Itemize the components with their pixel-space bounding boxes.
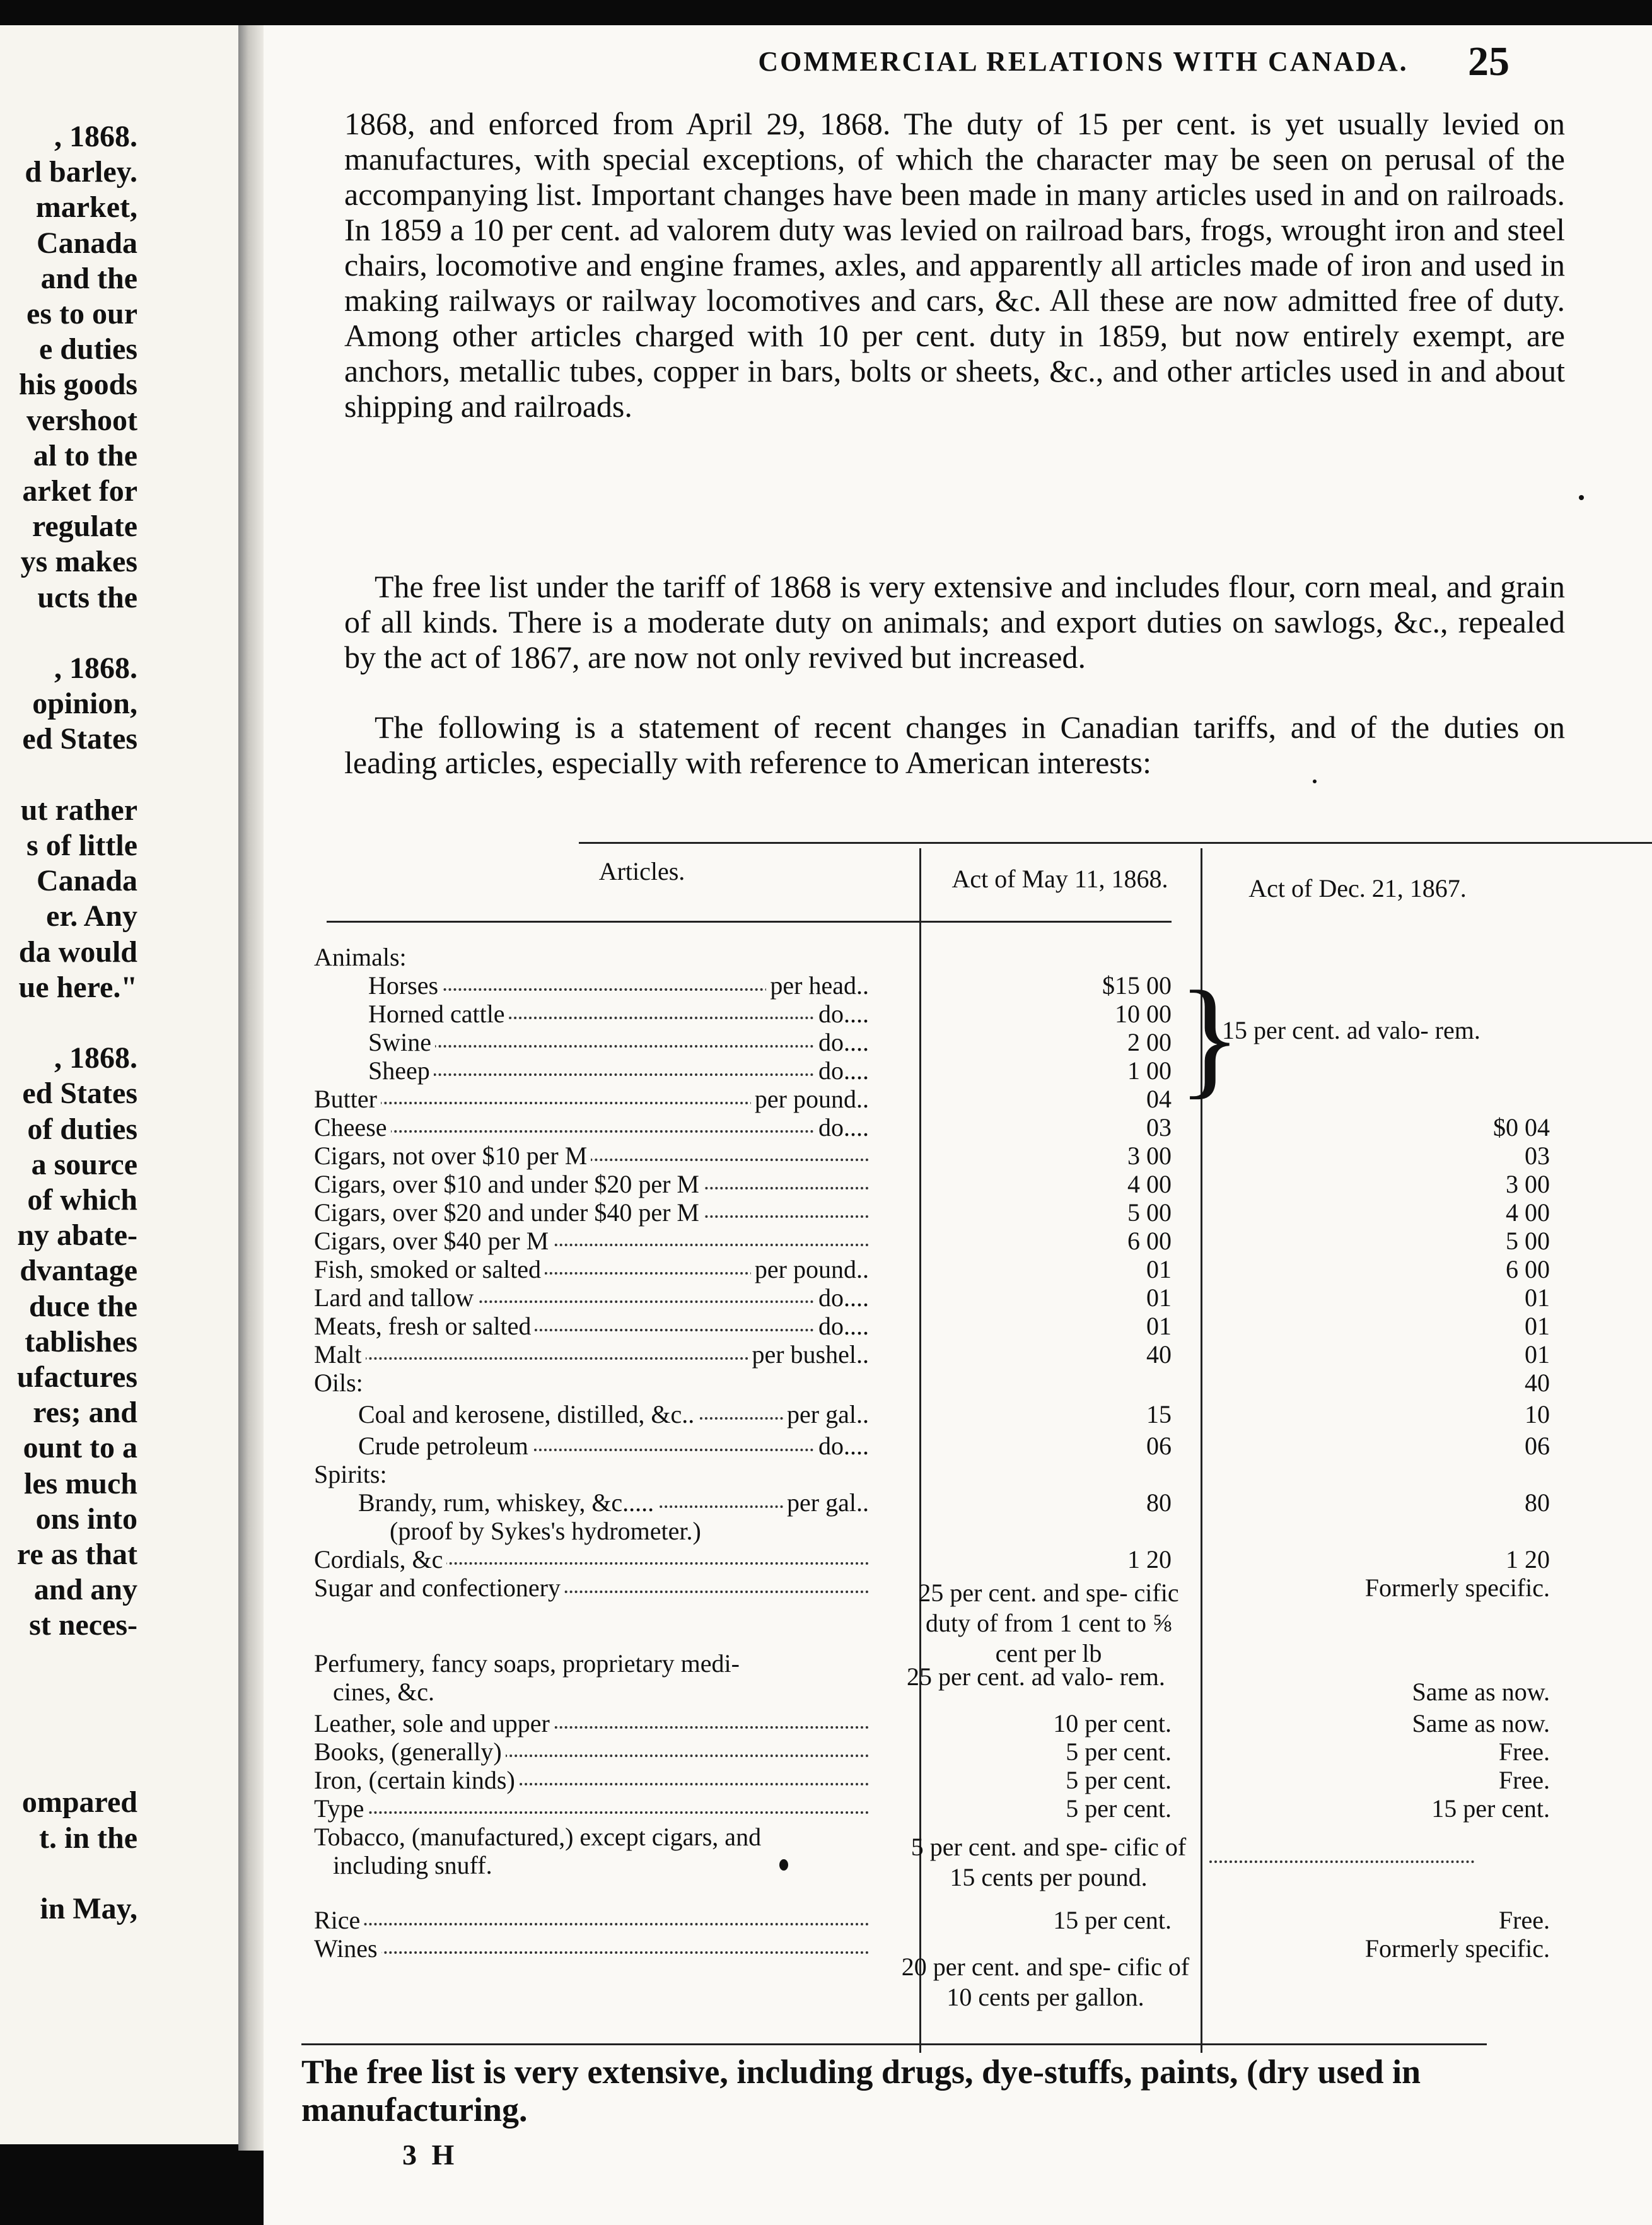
article-cell <box>314 1198 869 1227</box>
facing-page-line: e duties <box>39 332 137 366</box>
column-header-1867: Act of Dec. 21, 1867. <box>1248 874 1467 902</box>
article-cell <box>314 943 869 972</box>
duty-1868: 10 per cent. <box>1053 1709 1172 1737</box>
article-cell <box>314 1545 869 1574</box>
duty-1868: $15 00 <box>1102 971 1172 1000</box>
unit-label: do.... <box>815 1432 869 1461</box>
table-row <box>314 1488 1588 1517</box>
unit-label: per gal.. <box>783 1400 869 1429</box>
facing-page-line: his goods <box>18 368 137 402</box>
article-cell <box>314 1255 869 1284</box>
facing-page-line: s of little <box>26 829 137 862</box>
duty-1867: Formerly specific. <box>1364 1574 1550 1602</box>
article-label: Fish, smoked or salted <box>314 1255 545 1283</box>
article-cell <box>390 1517 869 1546</box>
facing-page-line: ny abate- <box>17 1218 137 1253</box>
leader-dots <box>314 1923 869 1925</box>
table-row <box>314 1340 1588 1369</box>
facing-page-line: arket for <box>22 474 137 508</box>
article-label: Rice <box>314 1906 364 1934</box>
facing-page-line: duce the <box>29 1289 137 1323</box>
duty-1867: Free. <box>1498 1906 1550 1934</box>
article-cell <box>368 971 869 1000</box>
unit-label: do.... <box>815 1028 869 1057</box>
facing-page-line: al to the <box>33 438 137 472</box>
article-cell <box>368 1000 869 1029</box>
facing-page-line: d barley. <box>25 155 137 189</box>
article-label: Cigars, over $10 and under $20 per M <box>314 1170 703 1198</box>
duty-1868: 5 00 <box>1127 1198 1172 1227</box>
duty-1868: 1 20 <box>1127 1545 1172 1574</box>
unit-label: per bushel.. <box>748 1340 869 1369</box>
article-label: Leather, sole and upper <box>314 1709 554 1737</box>
leader-dots <box>368 1045 869 1048</box>
signature-mark: 3 H <box>402 2139 458 2171</box>
facing-page-line: of which <box>27 1183 137 1217</box>
article-label: Lard and tallow <box>314 1283 477 1312</box>
facing-page-line: ufactures <box>16 1360 137 1394</box>
facing-page-line: ys makes <box>20 545 137 579</box>
table-row <box>314 1369 1588 1398</box>
article-cell <box>314 1934 869 1963</box>
duty-1867: 01 <box>1525 1340 1550 1369</box>
duty-1868: 40 <box>1146 1340 1172 1369</box>
article-label: Tobacco, (manufactured,) except cigars, and <box>314 1823 762 1851</box>
duty-1868: 5 per cent. <box>1066 1766 1172 1794</box>
duty-1868: 6 00 <box>1127 1227 1172 1255</box>
facing-page-line: ount to a <box>23 1431 137 1465</box>
tobacco-1867-dotted-line <box>1209 1860 1474 1863</box>
facing-page-line: , 1868. <box>54 120 137 153</box>
article-cell <box>314 1574 869 1603</box>
duty-1867: 03 <box>1525 1142 1550 1170</box>
article-label: Horses <box>368 971 442 1000</box>
duty-1867: 10 <box>1525 1400 1550 1428</box>
header-rule-articles <box>327 921 1172 923</box>
article-label: Sheep <box>368 1056 434 1085</box>
unit-label: per head.. <box>766 971 869 1000</box>
article-label: Cheese <box>314 1113 391 1142</box>
facing-page-line: and any <box>33 1573 137 1607</box>
duty-1867: 15 per cent. <box>1431 1794 1550 1823</box>
unit-label: do.... <box>815 1312 869 1341</box>
table-row <box>314 1460 1588 1489</box>
unit-label: do.... <box>815 1113 869 1142</box>
table-row <box>314 1198 1588 1227</box>
article-cell <box>314 1312 869 1341</box>
duty-1868: 10 00 <box>1115 1000 1172 1028</box>
facing-page-line: ed States <box>22 1077 137 1111</box>
article-cell <box>333 1678 869 1707</box>
tobacco-1868-note: 5 per cent. and spe- cific of 15 cents per pound. <box>910 1833 1187 1891</box>
perfumery-1868-note: 25 per cent. ad valo- rem. <box>907 1662 1165 1691</box>
article-cell <box>333 1851 869 1880</box>
duty-1868: 03 <box>1146 1113 1172 1142</box>
book-gutter <box>238 25 264 2151</box>
article-label: Crude petroleum <box>358 1432 532 1460</box>
article-cell <box>358 1400 869 1429</box>
table-row <box>314 1113 1588 1142</box>
article-cell <box>358 1432 869 1461</box>
duty-1867: 40 <box>1525 1369 1550 1397</box>
duty-1867: 5 00 <box>1506 1227 1550 1255</box>
facing-page-line: market, <box>35 190 137 225</box>
duty-1868: 80 <box>1146 1488 1172 1517</box>
facing-page-line: st neces- <box>29 1608 137 1642</box>
ink-speck <box>1313 780 1317 783</box>
leader-dots <box>314 1130 869 1133</box>
leader-dots <box>368 1073 869 1076</box>
article-cell <box>314 1766 869 1795</box>
facing-page-line: ue here." <box>18 970 137 1004</box>
facing-page-line: re as that <box>16 1538 137 1571</box>
unit-label: per pound.. <box>751 1085 869 1114</box>
animals-1867-note: 15 per cent. ad valo- rem. <box>1222 1016 1480 1044</box>
article-cell <box>368 1028 869 1057</box>
facing-page-line: res; and <box>33 1396 137 1430</box>
facing-page-line: ucts the <box>37 580 137 614</box>
facing-page-line: Canada <box>36 864 137 898</box>
duty-1868: 15 <box>1146 1400 1172 1428</box>
facing-page-line: in May, <box>40 1892 137 1925</box>
duty-1867: 3 00 <box>1506 1170 1550 1198</box>
table-row <box>314 943 1588 972</box>
duty-1868: 04 <box>1146 1085 1172 1113</box>
table-row <box>314 1085 1588 1114</box>
facing-page-line: les much <box>24 1466 137 1500</box>
unit-label: do.... <box>815 1056 869 1085</box>
paragraph-free-list: The free list under the tariff of 1868 is very extensive and includes flour, corn meal, and grain of all kinds. There is a moderate duty on animals; and export duties on sawlogs, &c., repealed by the act of 1867, are now not only revived but increased. <box>344 569 1565 675</box>
duty-1867: Formerly specific. <box>1364 1934 1550 1963</box>
article-label: Spirits: <box>314 1460 387 1488</box>
table-row <box>314 1170 1588 1199</box>
facing-page-line: dvantage <box>20 1254 137 1288</box>
running-head: COMMERCIAL RELATIONS WITH CANADA. <box>758 46 1409 77</box>
column-header-articles: Articles. <box>598 857 685 885</box>
page-number: 25 <box>1468 38 1509 85</box>
unit-label: do.... <box>815 1283 869 1312</box>
table-row <box>314 1545 1588 1574</box>
article-cell <box>314 1794 869 1823</box>
facing-page-line: ut rather <box>20 793 137 827</box>
article-label: including snuff. <box>333 1851 492 1879</box>
article-cell <box>314 1142 869 1171</box>
facing-page-line: , 1868. <box>54 1041 137 1075</box>
table-row <box>314 1517 1588 1546</box>
animals-brace: } <box>1178 964 1242 1111</box>
article-cell <box>314 1369 869 1398</box>
article-label: Malt <box>314 1340 366 1369</box>
duty-1868: 5 per cent. <box>1066 1737 1172 1766</box>
table-row <box>314 1737 1588 1767</box>
facing-page-line: , 1868. <box>54 651 137 685</box>
table-top-rule <box>579 842 1652 844</box>
facing-page-line: ed States <box>22 722 137 756</box>
facing-page-line: regulate <box>32 510 137 544</box>
article-cell <box>314 1823 869 1852</box>
duty-1867: Free. <box>1498 1766 1550 1794</box>
article-cell <box>314 1460 869 1489</box>
duty-1867: 1 20 <box>1506 1545 1550 1574</box>
article-cell <box>358 1488 869 1517</box>
paragraph-statement-intro: The following is a statement of recent changes in Canadian tariffs, and of the duties on leading articles, especially with reference to American interests: <box>344 710 1565 780</box>
duty-1867: Same as now. <box>1412 1678 1550 1706</box>
footer-text: The free list is very extensive, including drugs, dye-stuffs, paints, (dry used in manufacturing. <box>301 2053 1421 2129</box>
facing-page-line: ons into <box>35 1502 137 1536</box>
duty-1868: 1 00 <box>1127 1056 1172 1085</box>
duty-1868: 3 00 <box>1127 1142 1172 1170</box>
article-cell <box>368 1056 869 1085</box>
article-label: Cigars, over $20 and under $40 per M <box>314 1198 703 1227</box>
table-row <box>314 1142 1588 1171</box>
table-row <box>314 1227 1588 1256</box>
table-row <box>314 1255 1588 1284</box>
article-label: Cigars, over $40 per M <box>314 1227 552 1255</box>
duty-1868: 06 <box>1146 1432 1172 1460</box>
leader-dots <box>314 1811 869 1814</box>
paragraph-railroads: 1868, and enforced from April 29, 1868. The duty of 15 per cent. is yet usually levied on manufactures, with special exceptions, of which the character may be seen on perusal of the accompanying list. Important changes have been made in many articles used in and on railroads. In 1859 a 10 per cent. ad valorem duty was levied on railroad bars, frogs, wrought iron and steel chairs, locomotive and engine frames, axles, and apparently all articles made of iron and used in making railways or railway locomotives and cars, &c. All these are now admitted free of duty. Among other articles charged with 10 per cent. duty in 1859, but now entirely exempt, are anchors, metallic tubes, copper in bars, bolts or sheets, &c., and other articles used in and about shipping and railroads. <box>344 106 1565 424</box>
column-header-1868: Act of May 11, 1868. <box>951 865 1168 893</box>
unit-label: per pound.. <box>751 1255 869 1284</box>
article-cell <box>314 1283 869 1312</box>
document-page <box>264 25 1652 2225</box>
facing-page-line: Canada <box>36 226 137 260</box>
article-cell <box>314 1113 869 1142</box>
article-cell <box>314 1085 869 1114</box>
article-label: Sugar and confectionery <box>314 1574 564 1602</box>
facing-page-line: of duties <box>27 1112 137 1146</box>
duty-1867: 01 <box>1525 1283 1550 1312</box>
facing-page-line: ompared <box>21 1785 137 1819</box>
unit-label: per gal.. <box>783 1488 869 1517</box>
table-row <box>314 1283 1588 1312</box>
unit-label: do.... <box>815 1000 869 1029</box>
article-label: (proof by Sykes's hydrometer.) <box>390 1517 701 1545</box>
table-row <box>314 1766 1588 1795</box>
duty-1868: 15 per cent. <box>1053 1906 1172 1934</box>
duty-1868: 01 <box>1146 1255 1172 1283</box>
duty-1868: 2 00 <box>1127 1028 1172 1056</box>
table-row <box>314 1432 1588 1461</box>
article-label: Books, (generally) <box>314 1737 506 1766</box>
article-label: Brandy, rum, whiskey, &c..... <box>358 1488 658 1517</box>
facing-page-line: opinion, <box>32 687 137 721</box>
table-bottom-rule <box>301 2043 1487 2045</box>
facing-page <box>0 25 238 2144</box>
article-label: Horned cattle <box>368 1000 509 1028</box>
article-cell <box>314 1709 869 1738</box>
facing-page-line: a source <box>31 1147 137 1181</box>
article-label: Iron, (certain kinds) <box>314 1766 519 1794</box>
ink-speck <box>1579 495 1584 500</box>
ink-speck <box>779 1859 788 1871</box>
article-cell <box>314 1340 869 1369</box>
article-label: Butter <box>314 1085 381 1113</box>
sugar-1868-note: 25 per cent. and spe- cific duty of from 1 cent to ⅝ cent per lb <box>918 1579 1179 1667</box>
leader-dots <box>314 1951 869 1954</box>
wines-1868-note: 20 per cent. and spe- cific of 10 cents per gallon. <box>901 1953 1190 2011</box>
table-row <box>314 1056 1588 1085</box>
facing-page-line: er. Any <box>46 899 137 933</box>
facing-page-line: and the <box>40 261 137 295</box>
duty-1867: 4 00 <box>1506 1198 1550 1227</box>
duty-1867: Same as now. <box>1412 1709 1550 1737</box>
article-label: Perfumery, fancy soaps, proprietary medi- <box>314 1649 740 1678</box>
duty-1868: 5 per cent. <box>1066 1794 1172 1823</box>
duty-1867: 06 <box>1525 1432 1550 1460</box>
table-row <box>314 971 1588 1000</box>
article-label: Animals: <box>314 943 407 971</box>
duty-1868: 01 <box>1146 1312 1172 1340</box>
duty-1868: 4 00 <box>1127 1170 1172 1198</box>
facing-page-line: es to our <box>26 297 137 330</box>
duty-1867: 01 <box>1525 1312 1550 1340</box>
article-label: Type <box>314 1794 368 1823</box>
article-label: Coal and kerosene, distilled, &c.. <box>358 1400 698 1428</box>
table-row <box>314 1906 1588 1935</box>
table-row <box>314 1794 1588 1823</box>
article-label: Swine <box>368 1028 435 1056</box>
article-cell <box>314 1170 869 1199</box>
facing-page-line: t. in the <box>39 1821 137 1855</box>
article-label: Cigars, not over $10 per M <box>314 1142 591 1170</box>
duty-1867: 6 00 <box>1506 1255 1550 1283</box>
facing-page-line: vershoot <box>26 403 137 437</box>
article-label: cines, &c. <box>333 1678 435 1706</box>
article-label: Oils: <box>314 1369 363 1397</box>
facing-page-line: tablishes <box>25 1324 137 1358</box>
table-row <box>314 1400 1588 1429</box>
article-cell <box>314 1906 869 1935</box>
article-cell <box>314 1737 869 1767</box>
table-row <box>314 1709 1588 1738</box>
duty-1868: 01 <box>1146 1283 1172 1312</box>
table-row <box>314 1312 1588 1341</box>
article-label: Wines <box>314 1934 381 1963</box>
facing-page-line: da would <box>18 935 137 969</box>
article-label: Cordials, &c <box>314 1545 446 1574</box>
article-label: Meats, fresh or salted <box>314 1312 535 1340</box>
duty-1867: Free. <box>1498 1737 1550 1766</box>
duty-1867: $0 04 <box>1493 1113 1550 1142</box>
article-cell <box>314 1649 869 1678</box>
article-cell <box>314 1227 869 1256</box>
duty-1867: 80 <box>1525 1488 1550 1517</box>
